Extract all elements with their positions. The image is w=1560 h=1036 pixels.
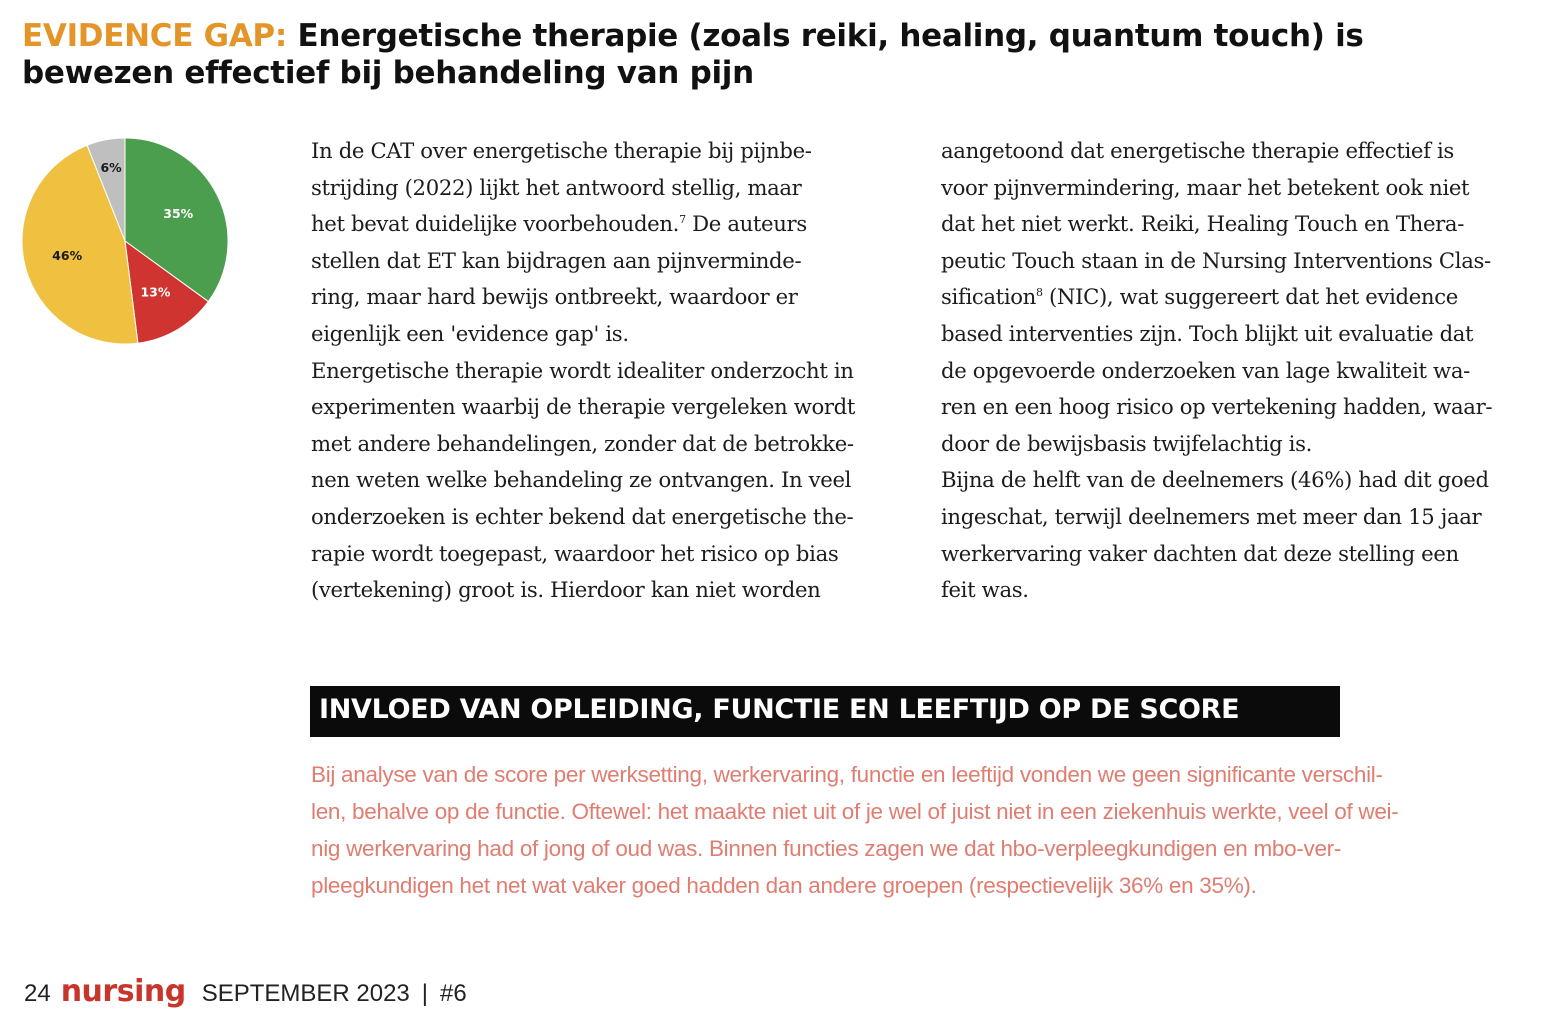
article-heading <box>22 18 1522 92</box>
pie-slice-label: 13% <box>140 284 171 300</box>
body-column-2 <box>941 133 1541 609</box>
body-line-text: sification <box>941 284 1036 310</box>
section-heading: INVLOED VAN OPLEIDING, FUNCTIE EN LEEFTIJD OP DE SCORE <box>319 694 1240 725</box>
body-line: (vertekening) groot is. Hierdoor kan niet worden <box>311 577 821 603</box>
footer-separator: | <box>421 980 429 1007</box>
pie-slice-label: 46% <box>52 247 83 263</box>
body-line: aangetoond dat energetische therapie effectief is <box>941 138 1454 163</box>
body-line: door de bewijsbasis twijfelachtig is. <box>941 430 1313 456</box>
body-line: de opgevoerde onderzoeken van lage kwaliteit wa- <box>941 357 1470 383</box>
body-line-text: het bevat duidelijke voorbehouden. <box>311 211 680 237</box>
body-line: nen weten welke behandeling ze ontvangen. In veel <box>311 467 852 493</box>
pie-slice-label: 35% <box>163 205 194 221</box>
intro-line: pleegkundigen het net wat vaker goed hadden dan andere groepen (respectievelijk 36% en 35%). <box>311 873 1257 898</box>
body-line: experimenten waarbij de therapie vergeleken wordt <box>311 394 856 420</box>
page-footer <box>24 974 467 1014</box>
body-column-1 <box>311 133 911 609</box>
section-intro <box>311 756 1541 904</box>
body-line: rapie wordt toegepast, waardoor het risico op bias <box>311 540 839 566</box>
body-line: stellen dat ET kan bijdragen aan pijnverminde- <box>311 247 802 273</box>
body-line: voor pijnvermindering, maar het betekent ook niet <box>941 174 1470 200</box>
body-line: ren en een hoog risico op vertekening hadden, waar- <box>941 394 1493 420</box>
intro-line: nig werkervaring had of jong of oud was. Binnen functies zagen we dat hbo-verpleegkundigen en mbo-ver- <box>311 836 1342 861</box>
issue-number: #6 <box>440 980 467 1007</box>
body-line: feit was. <box>941 577 1029 603</box>
body-line: dat het niet werkt. Reiki, Healing Touch en Thera- <box>941 211 1464 237</box>
pie-chart <box>20 136 230 346</box>
body-line: peutic Touch staan in de Nursing Interventions Clas- <box>941 247 1491 273</box>
body-line: Energetische therapie wordt idealiter onderzocht in <box>311 357 854 383</box>
section-heading-bar <box>310 686 1340 737</box>
page-number: 24 <box>24 980 51 1007</box>
body-line <box>941 279 1541 316</box>
body-line-text: (NIC), wat suggereert dat het evidence <box>1042 284 1458 310</box>
intro-line: len, behalve op de functie. Oftewel: het maakte niet uit of je wel of juist niet in een ziekenhuis werkte, veel of wei- <box>311 799 1399 824</box>
body-line: ingeschat, terwijl deelnemers met meer dan 15 jaar <box>941 503 1482 529</box>
body-line: In de CAT over energetische therapie bij pijnbe- <box>311 138 812 163</box>
body-line: met andere behandelingen, zonder dat de betrokke- <box>311 430 854 456</box>
body-line: onderzoeken is echter bekend dat energetische the- <box>311 503 854 529</box>
heading-title: Energetische therapie (zoals reiki, healing, quantum touch) is bewezen effectief bij behandeling van pijn <box>22 18 1364 91</box>
reference-8: 8 <box>1035 286 1043 300</box>
heading-label: EVIDENCE GAP: <box>22 18 287 54</box>
body-line: werkervaring vaker dachten dat deze stelling een <box>941 540 1459 566</box>
intro-line: Bij analyse van de score per werksetting, werkervaring, functie en leeftijd vonden we geen significante verschil- <box>311 762 1383 787</box>
body-line: eigenlijk een 'evidence gap' is. <box>311 320 629 346</box>
body-line <box>311 206 911 243</box>
body-line-text: De auteurs <box>685 211 807 237</box>
magazine-logo: nursing <box>60 974 186 1009</box>
pie-slice-label: 6% <box>100 160 122 176</box>
body-line: strijding (2022) lijkt het antwoord stellig, maar <box>311 174 802 200</box>
body-line: ring, maar hard bewijs ontbreekt, waardoor er <box>311 284 798 310</box>
body-line: Bijna de helft van de deelnemers (46%) had dit goed <box>941 467 1489 493</box>
issue-date: SEPTEMBER 2023 <box>201 980 410 1007</box>
reference-7: 7 <box>679 213 686 227</box>
body-line: based interventies zijn. Toch blijkt uit evaluatie dat <box>941 320 1474 346</box>
